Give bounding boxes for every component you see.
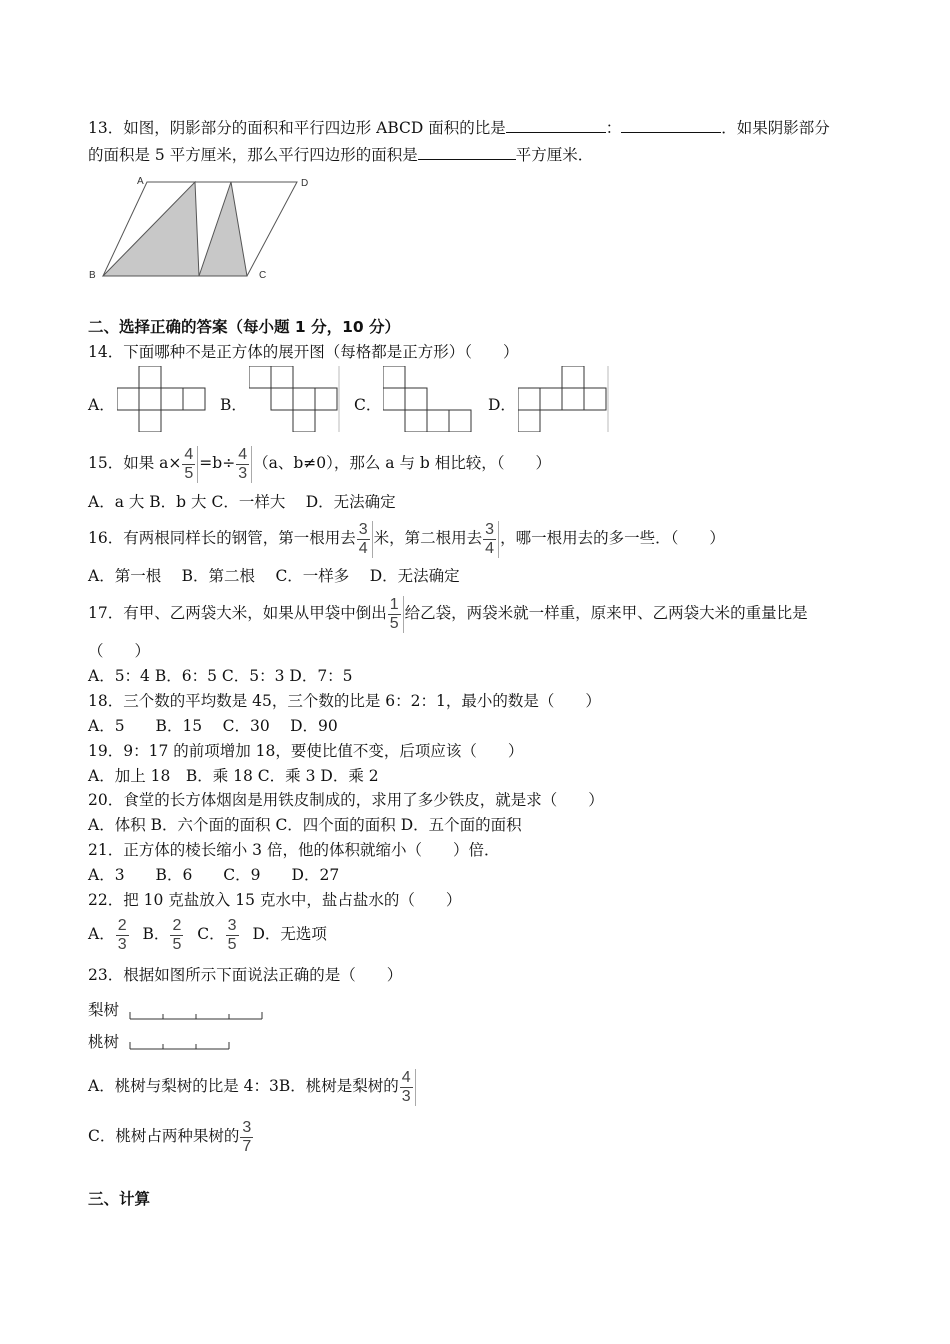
q16-f2-num: 3 bbox=[485, 520, 495, 538]
vertex-d: D bbox=[301, 178, 309, 189]
peach-tree-label: 桃树 bbox=[88, 1033, 120, 1051]
q13-text-d: 平方厘米． bbox=[515, 146, 594, 164]
q14-option-b-label: B． bbox=[220, 396, 247, 414]
q23-option-ab bbox=[88, 1064, 417, 1108]
q13-line2 bbox=[88, 145, 593, 165]
pear-tree-bar bbox=[128, 1006, 268, 1022]
q16-question bbox=[88, 518, 725, 558]
q23-c-num: 3 bbox=[242, 1118, 252, 1136]
q16-fraction-2 bbox=[483, 521, 499, 558]
q13-colon: ： bbox=[605, 119, 622, 137]
vertex-c: C bbox=[259, 270, 267, 281]
q22-a-den: 3 bbox=[117, 935, 127, 953]
q22-c-den: 5 bbox=[227, 935, 237, 953]
q15-question bbox=[88, 443, 551, 483]
q14-option-a-label: A． bbox=[88, 396, 115, 414]
q16-fraction-1 bbox=[357, 521, 373, 558]
q13-text-b: ．如果阴影部分 bbox=[721, 119, 830, 137]
q22-options bbox=[88, 914, 327, 954]
section-2-heading: 二、选择正确的答案（每小题 1 分，10 分） bbox=[88, 318, 401, 336]
q23-question: 23．根据如图所示下面说法正确的是（ ） bbox=[88, 966, 403, 984]
q15-fraction-2 bbox=[236, 446, 252, 483]
q14-option-d-label: D． bbox=[488, 396, 516, 414]
q16-f1-num: 3 bbox=[358, 520, 368, 538]
q15-text-mid: =b÷ bbox=[199, 454, 236, 472]
q18-options: A．5 B．15 C．30 D．90 bbox=[88, 717, 338, 735]
q15-text-post: （a、b≠0），那么 a 与 b 相比较，（ ） bbox=[253, 454, 551, 472]
q22-fraction-c bbox=[226, 917, 239, 954]
q17-f-den: 5 bbox=[389, 614, 399, 632]
q23-fraction-c bbox=[240, 1119, 253, 1156]
q17-options: A．5：4 B．6：5 C．5：3 D．7：5 bbox=[88, 667, 353, 685]
q23-c-den: 7 bbox=[242, 1137, 252, 1155]
vertex-b: B bbox=[89, 270, 96, 281]
q21-question: 21．正方体的棱长缩小 3 倍，他的体积就缩小（ ）倍． bbox=[88, 841, 500, 859]
shaded-triangle-1 bbox=[103, 182, 199, 276]
q22-option-d[interactable]: D．无选项 bbox=[252, 925, 327, 943]
net-option-b[interactable] bbox=[249, 366, 341, 432]
q22-b-den: 5 bbox=[172, 935, 182, 953]
q16-options: A．第一根 B．第二根 C．一样多 D．无法确定 bbox=[88, 567, 460, 585]
q22-option-c[interactable]: C． bbox=[197, 925, 225, 943]
q20-question: 20．食堂的长方体烟囱是用铁皮制成的，求用了多少铁皮，就是求（ ） bbox=[88, 791, 604, 809]
q13-blank-3[interactable] bbox=[418, 145, 516, 160]
q22-fraction-b bbox=[170, 917, 183, 954]
q20-options: A．体积 B．六个面的面积 C．四个面的面积 D．五个面的面积 bbox=[88, 816, 522, 834]
q15-f2-num: 4 bbox=[238, 445, 248, 463]
q13-blank-1[interactable] bbox=[506, 118, 606, 133]
q23-fraction-b bbox=[400, 1069, 416, 1106]
q13-blank-2[interactable] bbox=[621, 118, 721, 133]
q23-option-c bbox=[88, 1114, 254, 1158]
q16-text-mid: 米，第二根用去 bbox=[373, 529, 483, 547]
q13-text-a: 13．如图，阴影部分的面积和平行四边形 ABCD 面积的比是 bbox=[88, 119, 506, 137]
q22-option-b[interactable]: B． bbox=[142, 925, 170, 943]
q15-f1-den: 5 bbox=[184, 464, 194, 482]
q16-f1-den: 4 bbox=[358, 539, 368, 557]
q22-a-num: 2 bbox=[117, 916, 127, 934]
net-option-d[interactable] bbox=[518, 366, 610, 432]
q15-fraction-1 bbox=[182, 446, 198, 483]
pear-tree-label: 梨树 bbox=[88, 1001, 120, 1019]
peach-tree-bar bbox=[128, 1036, 268, 1052]
q17-f-num: 1 bbox=[389, 595, 399, 613]
q17-paren: （ ） bbox=[88, 642, 151, 660]
q23-option-ab-text[interactable]: A．桃树与梨树的比是 4：3B．桃树是梨树的 bbox=[88, 1077, 399, 1095]
q22-b-num: 2 bbox=[172, 916, 182, 934]
net-option-c[interactable] bbox=[383, 366, 475, 432]
q17-text-post: 给乙袋，两袋米就一样重，原来甲、乙两袋大米的重量比是 bbox=[404, 604, 808, 622]
q23-option-c-text[interactable]: C．桃树占两种果树的 bbox=[88, 1127, 240, 1145]
q15-f2-den: 3 bbox=[238, 464, 248, 482]
q17-fraction bbox=[388, 596, 404, 633]
net-option-a[interactable] bbox=[117, 366, 209, 432]
q13-line1 bbox=[88, 118, 830, 138]
q13-text-c: 的面积是 5 平方厘米，那么平行四边形的面积是 bbox=[88, 146, 418, 164]
q22-fraction-a bbox=[116, 917, 129, 954]
q21-options: A．3 B．6 C．9 D．27 bbox=[88, 866, 340, 884]
q17-question bbox=[88, 593, 808, 633]
shaded-triangle-2 bbox=[199, 182, 247, 276]
q15-options: A．a 大 B．b 大 C．一样大 D．无法确定 bbox=[88, 493, 396, 511]
q18-question: 18．三个数的平均数是 45，三个数的比是 6：2：1，最小的数是（ ） bbox=[88, 692, 601, 710]
q15-text-pre: 15．如果 a× bbox=[88, 454, 182, 472]
parallelogram-figure bbox=[85, 172, 315, 282]
q14-option-c-label: C． bbox=[354, 396, 382, 414]
section-3-heading: 三、计算 bbox=[88, 1190, 151, 1208]
q16-f2-den: 4 bbox=[485, 539, 495, 557]
q15-f1-num: 4 bbox=[184, 445, 194, 463]
vertex-a: A bbox=[137, 176, 144, 187]
q17-text-pre: 17．有甲、乙两袋大米，如果从甲袋中倒出 bbox=[88, 604, 387, 622]
q16-text-pre: 16．有两根同样长的钢管，第一根用去 bbox=[88, 529, 356, 547]
q16-text-post: ，哪一根用去的多一些．（ ） bbox=[500, 529, 725, 547]
q22-question: 22．把 10 克盐放入 15 克水中，盐占盐水的（ ） bbox=[88, 891, 462, 909]
q14-question: 14．下面哪种不是正方体的展开图（每格都是正方形）（ ） bbox=[88, 343, 519, 361]
q22-option-a[interactable]: A． bbox=[88, 925, 115, 943]
q23-b-den: 3 bbox=[401, 1087, 411, 1105]
q19-question: 19．9：17 的前项增加 18，要使比值不变，后项应该（ ） bbox=[88, 742, 524, 760]
q23-b-num: 4 bbox=[401, 1068, 411, 1086]
q19-options: A．加上 18 B．乘 18 C．乘 3 D．乘 2 bbox=[88, 767, 379, 785]
q22-c-num: 3 bbox=[227, 916, 237, 934]
